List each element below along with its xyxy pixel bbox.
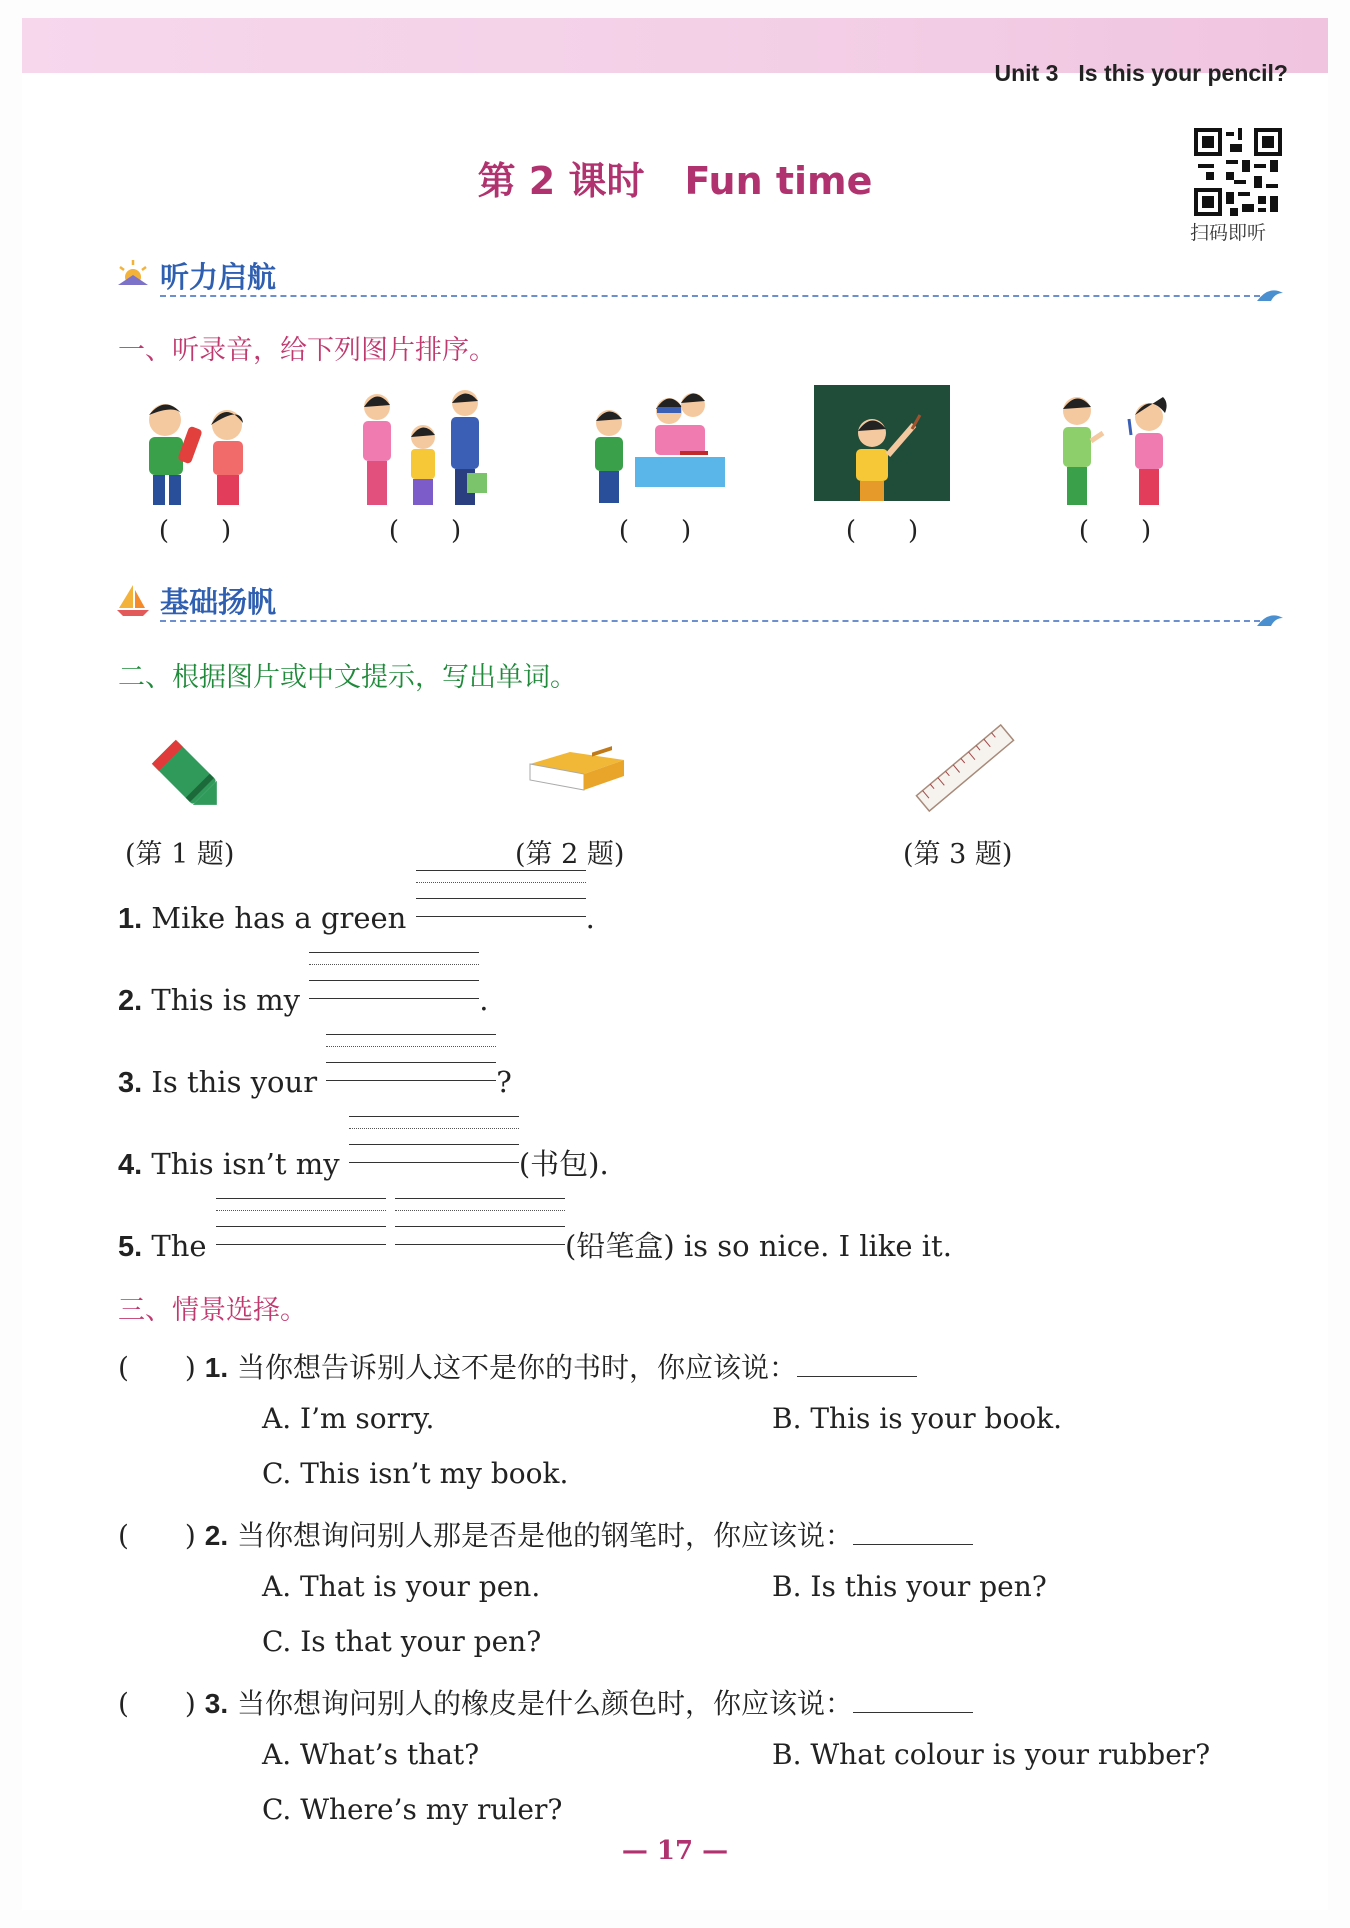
- answer-paren[interactable]: ( ): [118, 1351, 196, 1384]
- lesson-name: Fun time: [684, 159, 873, 203]
- wave-icon: [1255, 606, 1285, 628]
- sentence-end: (书包).: [518, 1147, 609, 1181]
- sailboat-icon: [115, 582, 151, 618]
- sentence-text: Mike has a green: [151, 901, 407, 935]
- sentence-text: Is this your: [151, 1065, 318, 1099]
- writing-blank[interactable]: [216, 1198, 386, 1244]
- answer-paren[interactable]: ( ): [118, 1687, 196, 1720]
- q2-item-5: [118, 1216, 952, 1265]
- q3-item-2-option-c: C. Is that your pen?: [262, 1625, 542, 1658]
- q3-item-2-option-b: B. Is this your pen?: [772, 1570, 1047, 1603]
- answer-line[interactable]: [853, 1692, 973, 1713]
- sentence-text: The: [151, 1229, 207, 1263]
- prompt-text: 当你想询问别人的橡皮是什么颜色时，你应该说：: [237, 1687, 854, 1720]
- q2-label-1: (第 1 题): [125, 839, 235, 870]
- item-number: 2.: [204, 1520, 229, 1551]
- item-number: 1.: [204, 1352, 229, 1383]
- q3-item-1-option-c: C. This isn’t my book.: [262, 1457, 569, 1490]
- q2-item-3: [118, 1052, 512, 1100]
- unit-number: Unit 3: [994, 60, 1059, 86]
- q2-item-2: [118, 970, 489, 1018]
- q3-item-2-prompt: [118, 1514, 973, 1554]
- section-basics-banner: [115, 580, 1285, 630]
- q1-answer-4[interactable]: ( ): [845, 516, 919, 546]
- picture-boy-blackboard: [812, 385, 952, 510]
- q3-item-3-option-a: A. What’s that?: [262, 1738, 480, 1771]
- q1-answer-2[interactable]: ( ): [388, 516, 462, 546]
- section-listening-label: 听力启航: [160, 260, 277, 294]
- qr-label: 扫码即听: [1190, 222, 1267, 244]
- q2-item-1: [118, 888, 595, 936]
- section-listening-banner: [115, 255, 1285, 305]
- prompt-text: 当你想询问别人那是否是他的钢笔时，你应该说：: [237, 1519, 854, 1552]
- q2-item-4: [118, 1134, 609, 1183]
- picture-family: [355, 385, 495, 510]
- item-number: 3.: [118, 1067, 143, 1099]
- q3-item-3-option-c: C. Where’s my ruler?: [262, 1793, 563, 1826]
- sunrise-icon: [115, 257, 151, 293]
- page-number: — 17 —: [621, 1836, 729, 1866]
- q3-item-3-prompt: [118, 1682, 973, 1722]
- item-number: 2.: [118, 985, 143, 1017]
- item-number: 3.: [204, 1688, 229, 1719]
- answer-line[interactable]: [797, 1356, 917, 1377]
- q3-item-1-option-b: B. This is your book.: [772, 1402, 1063, 1435]
- q3-item-2-option-a: A. That is your pen.: [262, 1570, 541, 1603]
- picture-boy-girl-pen: [1045, 385, 1185, 510]
- item-number: 4.: [118, 1149, 143, 1181]
- q2-label-2: (第 2 题): [515, 839, 625, 870]
- writing-blank[interactable]: [309, 952, 479, 998]
- q3-item-1-option-a: A. I’m sorry.: [262, 1402, 435, 1435]
- writing-blank[interactable]: [326, 1034, 496, 1080]
- unit-title: Is this your pencil?: [1078, 60, 1288, 86]
- q1-answer-1[interactable]: ( ): [158, 516, 232, 546]
- lesson-number: 第 2 课时: [477, 159, 645, 203]
- unit-header: [975, 60, 1289, 87]
- q3-item-3-option-b: B. What colour is your rubber?: [772, 1738, 1211, 1771]
- q3-item-1-prompt: [118, 1346, 917, 1386]
- page-title: [0, 150, 1350, 205]
- answer-paren[interactable]: ( ): [118, 1519, 196, 1552]
- item-number: 5.: [118, 1231, 143, 1263]
- sentence-end: (铅笔盒) is so nice. I like it.: [565, 1229, 952, 1263]
- eraser-icon: [520, 738, 630, 798]
- q3-heading: 三、情景选择。: [118, 1295, 307, 1326]
- picture-kids-at-desk: [585, 385, 725, 510]
- sentence-text: This isn’t my: [151, 1147, 340, 1181]
- qr-code-icon[interactable]: [1194, 128, 1282, 216]
- answer-line[interactable]: [853, 1524, 973, 1545]
- q1-heading: 一、听录音，给下列图片排序。: [118, 335, 496, 366]
- q2-label-3: (第 3 题): [903, 839, 1013, 870]
- wave-icon: [1255, 281, 1285, 303]
- section-divider: [160, 295, 1260, 297]
- sentence-end: .: [479, 983, 489, 1017]
- q1-answer-3[interactable]: ( ): [618, 516, 692, 546]
- prompt-text: 当你想告诉别人这不是你的书时，你应该说：: [237, 1351, 798, 1384]
- writing-blank[interactable]: [395, 1198, 565, 1244]
- section-divider: [160, 620, 1260, 622]
- q2-heading: 二、根据图片或中文提示，写出单词。: [118, 662, 577, 693]
- green-crayon-icon: [140, 728, 230, 818]
- sentence-text: This is my: [151, 983, 301, 1017]
- q1-answer-5[interactable]: ( ): [1078, 516, 1152, 546]
- section-basics-label: 基础扬帆: [160, 585, 277, 619]
- sentence-end: ?: [496, 1065, 512, 1099]
- ruler-icon: [910, 718, 1020, 818]
- item-number: 1.: [118, 903, 143, 935]
- writing-blank[interactable]: [416, 870, 586, 916]
- picture-boy-girl-pencilcase: [125, 385, 265, 510]
- sentence-end: .: [585, 901, 595, 935]
- writing-blank[interactable]: [349, 1116, 519, 1162]
